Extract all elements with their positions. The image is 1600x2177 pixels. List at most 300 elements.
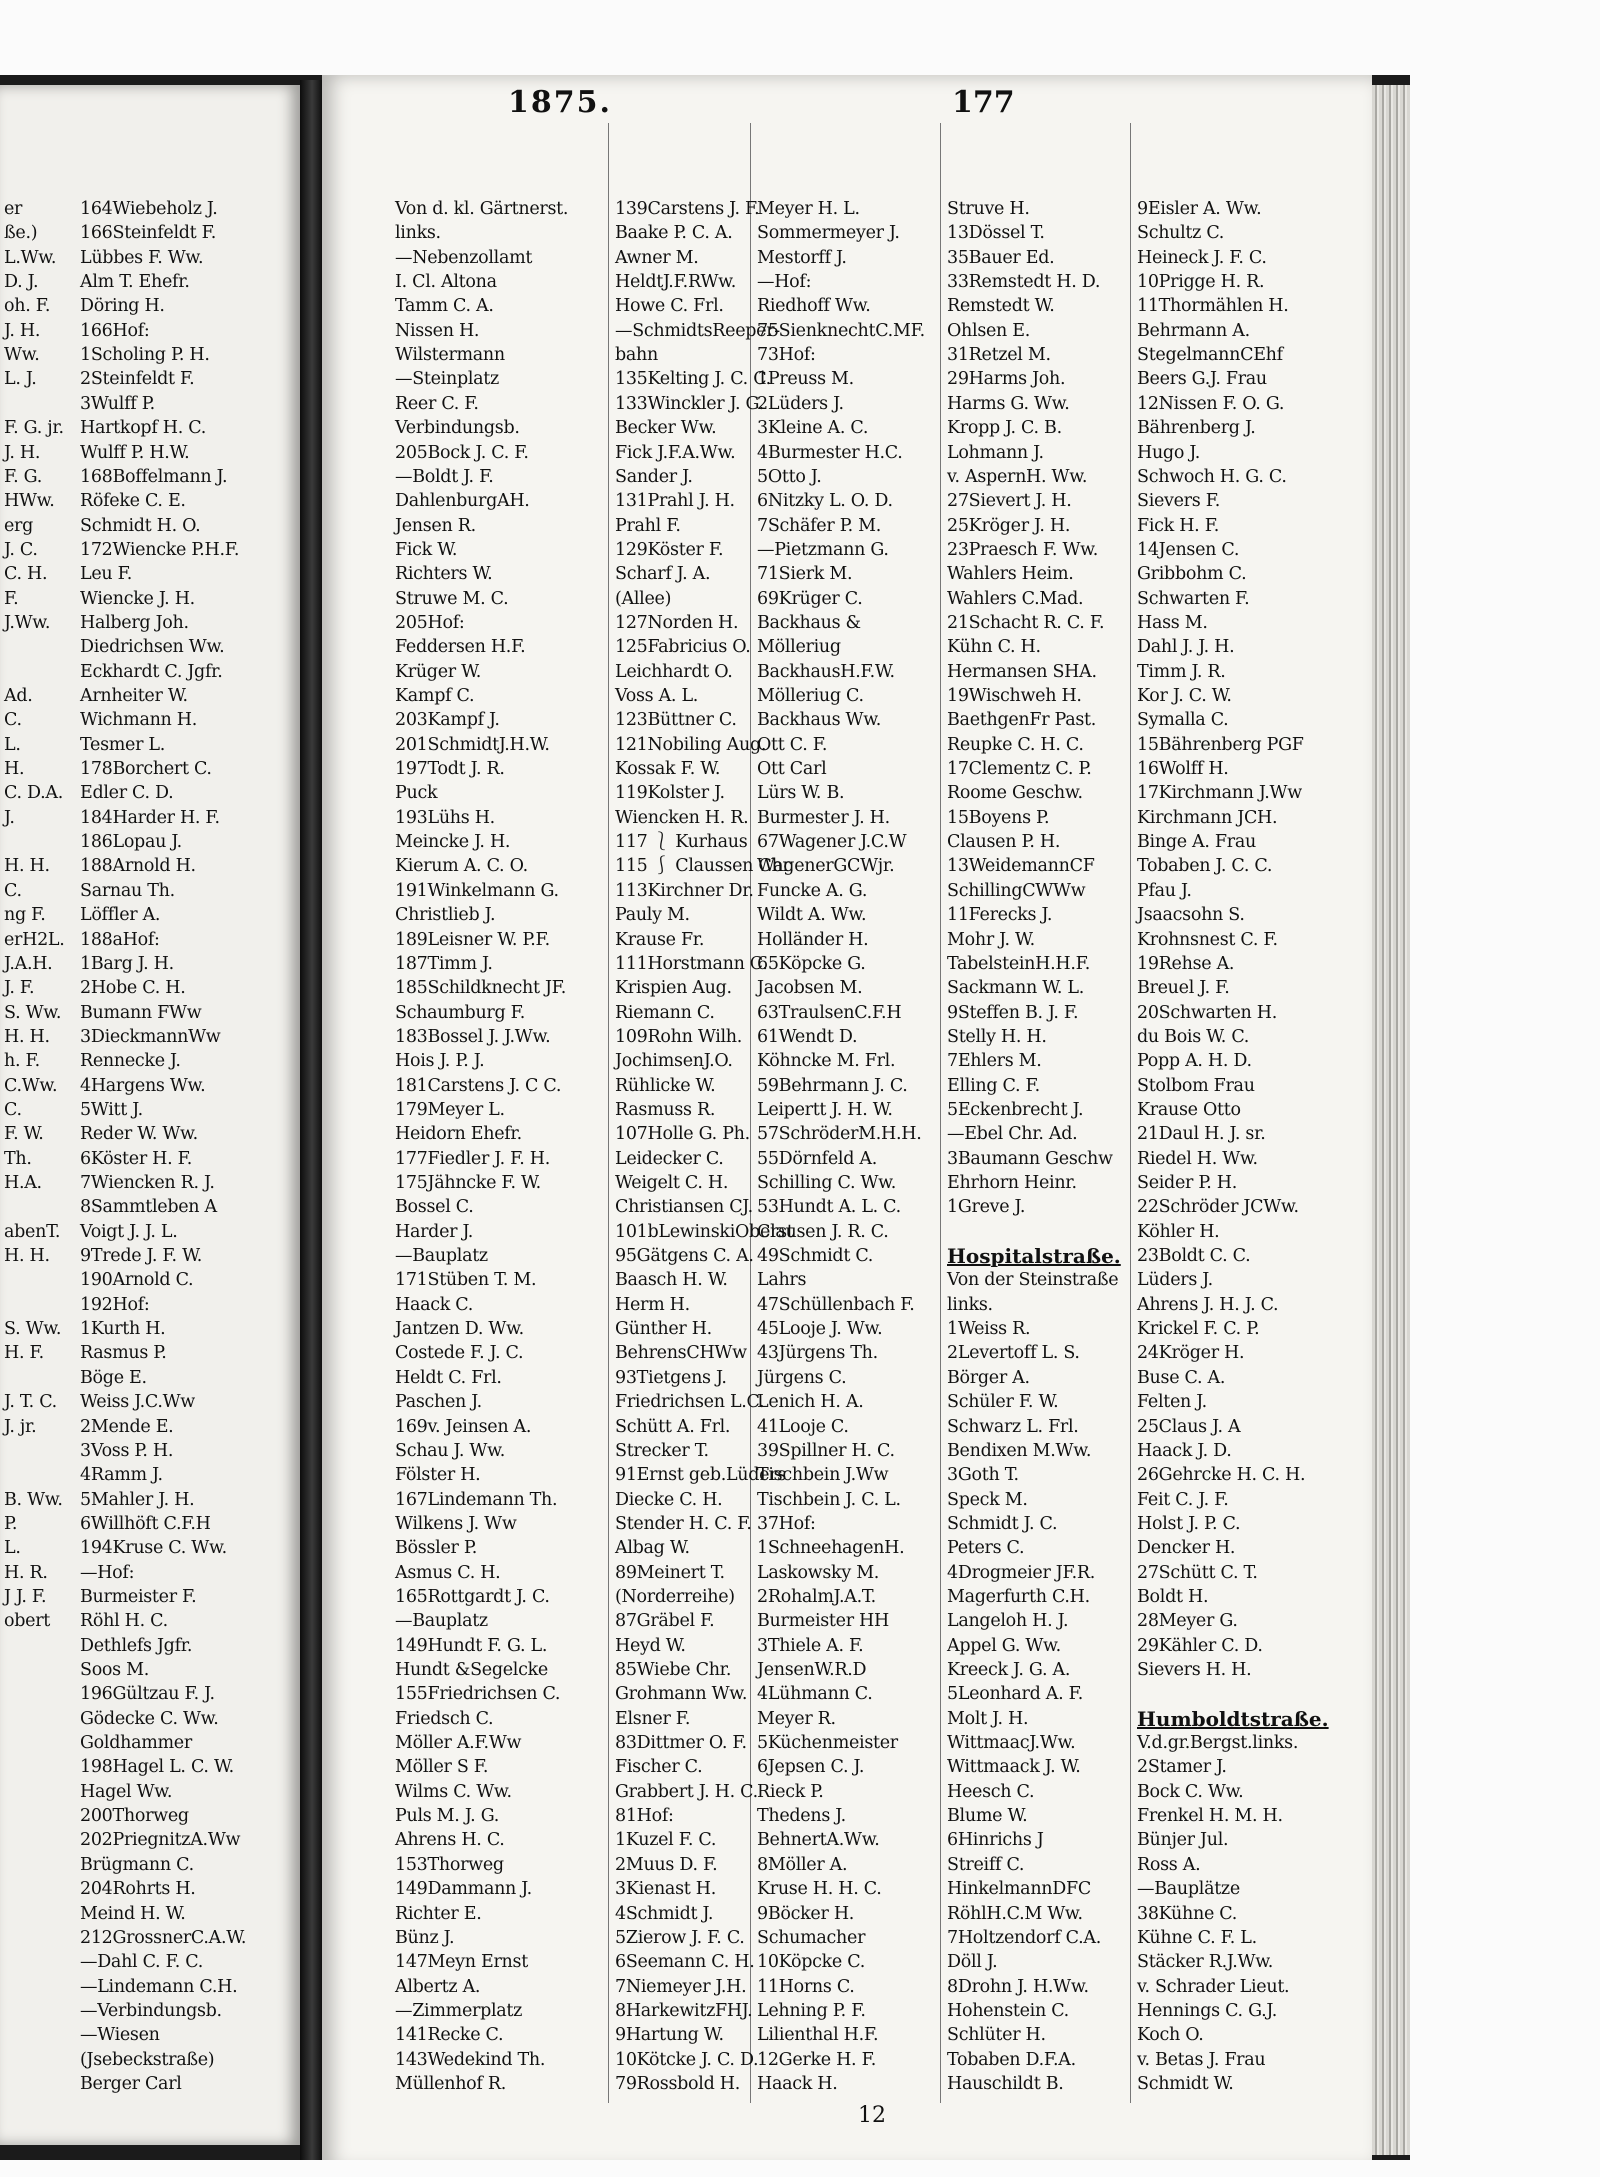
directory-entry: Rieck P. [757,1781,824,1802]
directory-entry: Schlüter H. [947,2025,1046,2046]
left-page-fragment-line: P. [4,1513,18,1534]
directory-entry: 5Otto J. [757,466,822,487]
directory-entry: 133Winckler J. G. [615,393,764,414]
directory-entry: 22Schröder JCWw. [1137,1197,1299,1218]
directory-entry: Wahlers C.Mad. [947,588,1084,609]
directory-entry: 165Rottgardt J. C. [395,1586,550,1607]
left-page-fragment-line: erg [4,515,34,536]
directory-entry: 166Hof: [80,320,150,341]
directory-entry: Dencker H. [1137,1538,1236,1559]
directory-entry: 23Praesch F. Ww. [947,539,1099,560]
directory-entry: 12Nissen F. O. G. [1137,393,1285,414]
directory-entry: 2Muus D. F. [615,1854,718,1875]
directory-entry: 3Goth T. [947,1465,1019,1486]
directory-entry: 27Sievert J. H. [947,491,1072,512]
directory-entry: Friedrichsen L.C. [615,1392,765,1413]
directory-entry: 38Kühne C. [1137,1903,1238,1924]
directory-entry: Elsner F. [615,1708,691,1729]
directory-entry: 186Lopau J. [80,832,182,853]
directory-entry: 6Köster H. F. [80,1148,193,1169]
directory-entry: Streiff C. [947,1854,1025,1875]
directory-entry: 53Hundt A. L. C. [757,1197,901,1218]
directory-entry: Von d. kl. Gärtnerst. [395,199,569,219]
directory-entry: 1SchneehagenH. [757,1538,905,1559]
directory-entry: 4Ramm J. [80,1465,163,1486]
directory-entry: Ott C. F. [757,734,828,755]
directory-entry: Tischbein J. C. L. [757,1489,901,1510]
directory-entry: Appel G. Ww. [947,1635,1061,1656]
left-page-fragment-line: h. F. [4,1051,40,1072]
directory-entry: 93Tietgens J. [615,1367,727,1388]
directory-entry: Gribbohm C. [1137,564,1247,585]
directory-entry: Hauschildt B. [947,2073,1064,2094]
directory-entry: 5Küchenmeister [757,1733,898,1754]
directory-entry: Bährenberg J. [1137,418,1256,439]
left-page-fragment-line: C.Ww. [4,1075,58,1096]
directory-entry: 10Prigge H. R. [1137,272,1265,293]
left-page-fragment-line: H. [4,759,25,780]
directory-entry: 166Steinfeldt F. [80,223,217,244]
directory-entry: 15Bährenberg PGF [1137,734,1304,755]
left-page-fragment-line: L. [4,734,21,755]
directory-entry: 63TraulsenC.F.H [757,1002,902,1023]
directory-entry: Jsaacsohn S. [1137,905,1245,926]
directory-entry: Blume W. [947,1806,1028,1827]
directory-entry: 24Kröger H. [1137,1343,1245,1364]
directory-entry: Lübbes F. Ww. [80,247,204,268]
directory-entry: Fick H. F. [1137,515,1220,536]
directory-entry: Reer C. F. [395,393,479,414]
left-page-fragment-line: F. G. [4,466,42,487]
directory-entry: Krause Otto [1137,1099,1241,1120]
directory-entry: Jantzen D. Ww. [395,1319,524,1340]
directory-entry: Feddersen H.F. [395,637,526,658]
directory-entry: links. [395,223,441,244]
directory-entry: 2Hobe C. H. [80,978,186,999]
directory-entry: Meyer H. L. [757,199,860,219]
directory-entry: Ahrens J. H. J. C. [1137,1294,1279,1315]
directory-entry: 43Jürgens Th. [757,1343,878,1364]
directory-entry: Feit C. J. F. [1137,1489,1229,1510]
directory-entry: Fick J.F.A.Ww. [615,442,736,463]
directory-entry: v. Betas J. Frau [1137,2049,1266,2070]
directory-entry: 41Looje C. [757,1416,849,1437]
directory-entry: Ohlsen E. [947,320,1031,341]
directory-entry: Becker Ww. [615,418,717,439]
directory-entry: Riedel H. Ww. [1137,1148,1258,1169]
directory-entry: 21Daul H. J. sr. [1137,1124,1266,1145]
directory-entry: Fischer C. [615,1757,703,1778]
directory-entry: 205Hof: [395,612,465,633]
directory-entry: 3Wulff P. [80,393,155,414]
directory-entry: HeldtJ.F.RWw. [615,272,736,293]
directory-entry: Hartkopf H. C. [80,418,206,439]
directory-entry: Richter E. [395,1903,482,1924]
directory-entry: 47Schüllenbach F. [757,1294,915,1315]
directory-entry: Bumann FWw [80,1002,202,1023]
directory-entry: Tesmer L. [80,734,166,755]
directory-entry: Struwe M. C. [395,588,509,609]
directory-entry: 203Kampf J. [395,710,500,731]
directory-entry: 101bLewinskiOberst [615,1221,794,1242]
directory-entry: 15Boyens P. [947,807,1050,828]
directory-entry: Meyer R. [757,1708,836,1729]
directory-entry: 25Kröger J. H. [947,515,1071,536]
directory-entry: 4Schmidt J. [615,1903,714,1924]
directory-entry: Richters W. [395,564,493,585]
directory-entry: BehrensCHWw [615,1343,747,1364]
directory-entry: Schau J. Ww. [395,1440,505,1461]
directory-entry: Verbindungsb. [395,418,520,439]
directory-entry: Bendixen M.Ww. [947,1440,1092,1461]
directory-entry: Lehning P. F. [757,2000,866,2021]
directory-entry: Wiencken H. R. [615,807,749,828]
directory-entry: Löffler A. [80,905,161,926]
left-page-fragment-line: F. W. [4,1124,44,1145]
directory-entry: Clausen J. R. C. [757,1221,889,1242]
directory-entry: 196Gültzau F. J. [80,1684,215,1705]
directory-entry: Sievers F. [1137,491,1221,512]
directory-entry: 193Lühs H. [395,807,495,828]
directory-entry: Friedsch C. [395,1708,494,1729]
directory-entry: 4Burmester H.C. [757,442,903,463]
directory-entry: 6Hinrichs J [947,1830,1044,1851]
directory-entry: Kor J. C. W. [1137,686,1232,706]
directory-entry: Röfeke C. E. [80,491,186,512]
directory-entry: Heyd W. [615,1635,686,1656]
directory-entry: BaethgenFr Past. [947,710,1097,731]
directory-entry: 14Jensen C. [1137,539,1240,560]
directory-entry: 188aHof: [80,929,160,950]
directory-entry: Wulff P. H.W. [80,442,190,463]
directory-entry: 71Sierk M. [757,564,853,585]
directory-entry: V.d.gr.Bergst.links. [1137,1733,1299,1754]
directory-entry: Wildt A. Ww. [757,905,867,926]
directory-entry: Tobaben J. C. C. [1137,856,1273,877]
directory-entry: Ehrhorn Heinr. [947,1173,1077,1193]
directory-entry: Krispien Aug. [615,978,732,999]
directory-entry: 191Winkelmann G. [395,880,559,901]
directory-entry: 204Rohrts H. [80,1879,196,1900]
directory-entry: Sievers H. H. [1137,1660,1252,1680]
directory-entry: —Bauplatz [395,1246,488,1267]
directory-entry: Lohmann J. [947,442,1044,463]
directory-entry: 1Kurth H. [80,1319,166,1340]
directory-entry: 175Jähncke F. W. [395,1173,541,1193]
directory-entry: 23Boldt C. C. [1137,1246,1251,1267]
directory-entry: Halberg Joh. [80,612,189,633]
column-rule [1130,123,1131,2103]
page-number: 177 [952,85,1015,120]
left-page-fragment-line: S. Ww. [4,1002,62,1023]
directory-entry: 198Hagel L. C. W. [80,1757,234,1778]
directory-entry: Albertz A. [395,1976,481,1997]
directory-entry: Sommermeyer J. [757,223,900,244]
left-page-fragment-line: Ad. [4,686,33,706]
directory-entry: Heineck J. F. C. [1137,247,1267,268]
directory-entry: Puck [395,783,438,804]
directory-entry: 5Mahler J. H. [80,1489,195,1510]
directory-entry: Riedhoff Ww. [757,296,871,317]
directory-entry: 177Fiedler J. F. H. [395,1148,551,1169]
directory-entry: Wilms C. Ww. [395,1781,512,1802]
directory-entry: Peters C. [947,1538,1025,1559]
directory-entry: Rasmus P. [80,1343,167,1364]
directory-entry: Hois J. P. J. [395,1051,485,1072]
directory-entry: Schmidt H. O. [80,515,201,536]
left-page-fragment-line: C. [4,710,22,731]
directory-entry: Schütt A. Frl. [615,1416,731,1437]
directory-entry: Köhler H. [1137,1221,1220,1242]
directory-entry: Awner M. [615,247,699,268]
directory-entry: Heldt C. Frl. [395,1367,502,1388]
directory-entry: Tamm C. A. [395,296,494,317]
left-page-fragment-line: H. H. [4,1026,50,1047]
directory-entry: 11Horns C. [757,1976,855,1997]
directory-entry: Haack C. [395,1294,474,1315]
directory-entry: Struve H. [947,199,1030,219]
directory-entry: Symalla C. [1137,710,1229,731]
directory-entry: Grabbert J. H. C. [615,1781,758,1802]
directory-entry: 7Holtzendorf C.A. [947,1927,1101,1948]
directory-entry: Burmeister HH [757,1611,889,1632]
directory-entry: 125Fabricius O. [615,637,751,658]
directory-entry: Clausen P. H. [947,832,1061,853]
directory-entry: 149Hundt F. G. L. [395,1635,548,1656]
directory-entry: 5Leonhard A. F. [947,1684,1083,1705]
directory-entry: 5Zierow J. F. C. [615,1927,745,1948]
directory-entry: Mestorff J. [757,247,847,268]
directory-entry: Lilienthal H.F. [757,2025,879,2046]
directory-entry: 3Thiele A. F. [757,1635,864,1656]
directory-entry: 69Krüger C. [757,588,863,609]
directory-entry: 155Friedrichsen C. [395,1684,561,1705]
directory-entry: Möller S F. [395,1757,489,1778]
directory-entry: 55Dörnfeld A. [757,1148,877,1169]
directory-entry: Fölster H. [395,1465,481,1486]
left-page-fragment-line: F. [4,588,19,609]
directory-entry: 131Prahl J. H. [615,491,735,512]
signature-mark: 12 [858,2103,886,2128]
directory-entry: Börger A. [947,1367,1030,1388]
directory-entry: 187Timm J. [395,953,493,974]
directory-entry: —Bauplätze [1137,1879,1240,1900]
directory-entry: Hohenstein C. [947,2000,1069,2021]
directory-entry: —Steinplatz [395,369,499,390]
directory-entry: 147Meyn Ernst [395,1952,528,1973]
directory-entry: 1Barg J. H. [80,953,174,974]
directory-entry: Reder W. Ww. [80,1124,198,1145]
directory-entry: 89Meinert T. [615,1562,725,1583]
directory-entry: Jensen R. [395,515,476,536]
directory-entry: Voss A. L. [615,686,699,706]
directory-entry: Alm T. Ehefr. [80,272,190,293]
directory-entry: Bössler P. [395,1538,478,1559]
directory-entry: Krickel F. C. P. [1137,1319,1260,1340]
directory-entry: v. AspernH. Ww. [947,466,1088,487]
directory-entry: Schüler F. W. [947,1392,1059,1413]
directory-entry: —Lindemann C.H. [80,1976,238,1997]
directory-entry: 2RohalmJ.A.T. [757,1586,876,1607]
directory-entry: 1Scholing P. H. [80,345,210,366]
directory-entry: Albag W. [615,1538,690,1559]
directory-entry: Weiss J.C.Ww [80,1392,195,1413]
directory-entry: Kropp J. C. B. [947,418,1062,439]
directory-entry: HinkelmannDFC [947,1879,1091,1900]
directory-entry: 117 ⎱ Kurhaus [615,832,748,853]
directory-entry: 26Gehrcke H. C. H. [1137,1465,1306,1486]
directory-entry: 37Hof: [757,1513,816,1534]
left-page-fragment-line: J. [4,807,15,828]
directory-entry: Remstedt W. [947,296,1055,317]
directory-entry: —SchmidtsReeper- [615,320,780,341]
directory-entry: Kreeck J. G. A. [947,1660,1071,1680]
directory-entry: 7Wiencken R. J. [80,1173,215,1193]
left-page-fragment-line: L.Ww. [4,247,57,268]
directory-entry: Böge E. [80,1367,147,1388]
directory-entry: Reupke C. H. C. [947,734,1084,755]
directory-entry: 85Wiebe Chr. [615,1660,732,1680]
directory-entry: Bünjer Jul. [1137,1830,1229,1851]
directory-entry: 83Dittmer O. F. [615,1733,747,1754]
directory-entry: bahn [615,345,658,366]
directory-entry: 111Horstmann C. [615,953,768,974]
directory-entry: Backhaus & [757,612,861,633]
directory-entry: Hennings C. G.J. [1137,2000,1278,2021]
directory-entry: Mölleriug [757,637,841,658]
directory-entry: Frenkel H. M. H. [1137,1806,1283,1827]
directory-entry: Boldt H. [1137,1586,1209,1607]
directory-entry: 192Hof: [80,1294,150,1315]
directory-entry: 10Kötcke J. C. D. [615,2049,759,2070]
directory-entry: —Boldt J. F. [395,466,494,487]
left-page-fragment-line: er [4,199,23,219]
directory-entry: RöhlH.C.M Ww. [947,1903,1083,1924]
directory-entry: 2Steinfeldt F. [80,369,195,390]
directory-entry: Dahl J. J. H. [1137,637,1235,658]
directory-entry: DahlenburgAH. [395,491,530,512]
directory-entry: Lüders J. [1137,1270,1213,1291]
directory-entry: 113Kirchner Dr. [615,880,754,901]
directory-entry: Berger Carl [80,2073,182,2094]
directory-entry: Wittmaack J. W. [947,1757,1081,1778]
left-page-fragment-line: erH2L. [4,929,65,950]
directory-entry: Meincke J. H. [395,832,511,853]
directory-entry: 197Todt J. R. [395,759,505,780]
directory-entry: 6Seemann C. H. [615,1952,755,1973]
directory-entry: Laskowsky M. [757,1562,880,1583]
directory-entry: Gödecke C. Ww. [80,1708,219,1729]
directory-entry: Edler C. D. [80,783,174,804]
directory-entry: Schwarten F. [1137,588,1250,609]
directory-entry: Buse C. A. [1137,1367,1226,1388]
directory-entry: 153Thorweg [395,1854,504,1875]
directory-entry: Strecker T. [615,1440,709,1461]
left-page-fragment-line: D. J. [4,272,39,293]
directory-entry: 6Jepsen C. J. [757,1757,865,1778]
directory-entry: Wilkens J. Ww [395,1513,517,1534]
left-page-fragment-line: J. T. C. [4,1392,57,1413]
directory-entry: 164Wiebeholz J. [80,199,218,219]
directory-entry: 121Nobiling Aug. [615,734,767,755]
directory-entry: WagenerGCWjr. [757,856,895,877]
directory-entry: Weigelt C. H. [615,1173,729,1193]
directory-entry: 19Rehse A. [1137,953,1235,974]
directory-entry: Wichmann H. [80,710,198,731]
left-page-fragment-line: abenT. [4,1221,61,1242]
directory-entry: Thedens J. [757,1806,846,1827]
directory-entry: Bünz J. [395,1927,455,1948]
directory-entry: JensenW.R.D [757,1660,867,1680]
directory-entry: Binge A. Frau [1137,832,1256,853]
directory-entry: 202PriegnitzA.Ww [80,1830,241,1851]
directory-entry: Schultz C. [1137,223,1225,244]
directory-entry: 9Steffen B. J. F. [947,1002,1079,1023]
directory-entry: Soos M. [80,1660,149,1680]
directory-entry: Backhaus Ww. [757,710,882,731]
left-page-fragment-line: J.Ww. [4,612,51,633]
directory-entry: 3Voss P. H. [80,1440,174,1461]
directory-entry: Langeloh H. J. [947,1611,1069,1632]
directory-entry: Haack J. D. [1137,1440,1232,1461]
directory-entry: Ott Carl [757,759,827,780]
directory-entry: Rasmuss R. [615,1099,716,1120]
directory-entry: 7Schäfer P. M. [757,515,882,536]
left-page-fragment-line: obert [4,1611,50,1632]
directory-entry: —Nebenzollamt [395,247,533,268]
directory-entry: 115 ⎰ Claussen Chr. [615,856,794,877]
directory-entry: TabelsteinH.H.F. [947,953,1090,974]
directory-entry: 200Thorweg [80,1806,189,1827]
directory-entry: —Dahl C. F. C. [80,1952,203,1973]
left-page-fragment-line: F. G. jr. [4,418,64,439]
left-page-fragment-line: H. F. [4,1343,44,1364]
book-gutter [300,80,322,2160]
directory-entry: BehnertA.Ww. [757,1830,880,1851]
directory-entry: 27Schütt C. T. [1137,1562,1258,1583]
directory-entry: Harder J. [395,1221,474,1242]
directory-entry: 31Retzel M. [947,345,1051,366]
directory-entry: Krüger W. [395,661,481,682]
scan-background-right [1410,0,1600,2177]
directory-entry: Schumacher [757,1927,866,1948]
directory-entry: 194Kruse C. Ww. [80,1538,227,1559]
directory-entry: 17Clementz C. P. [947,759,1092,780]
directory-entry: Funcke A. G. [757,880,868,901]
directory-entry: Scharf J. A. [615,564,711,585]
directory-entry: Prahl F. [615,515,681,536]
directory-entry: Pauly M. [615,905,690,926]
directory-entry: 201SchmidtJ.H.W. [395,734,550,755]
directory-entry: —Hof: [757,272,812,293]
directory-entry: 185Schildknecht JF. [395,978,567,999]
directory-entry: Stäcker R.J.Ww. [1137,1952,1274,1973]
directory-entry: Jürgens C. [757,1367,847,1388]
left-page-fragment-line: J J. F. [4,1586,47,1607]
directory-entry: —Hof: [80,1562,135,1583]
directory-entry: Lahrs [757,1270,807,1291]
directory-entry: 57SchröderM.H.H. [757,1124,922,1145]
directory-entry: Molt J. H. [947,1708,1029,1729]
directory-entry: 29Harms Joh. [947,369,1066,390]
directory-entry: v. Schrader Lieut. [1137,1976,1290,1997]
directory-entry: BackhausH.F.W. [757,661,895,682]
directory-entry: Bock C. Ww. [1137,1781,1244,1802]
directory-entry: Kühne C. F. L. [1137,1927,1257,1948]
directory-entry: Nissen H. [395,320,480,341]
directory-entry: Jacobsen M. [757,978,863,999]
directory-entry: —Pietzmann G. [757,539,889,560]
